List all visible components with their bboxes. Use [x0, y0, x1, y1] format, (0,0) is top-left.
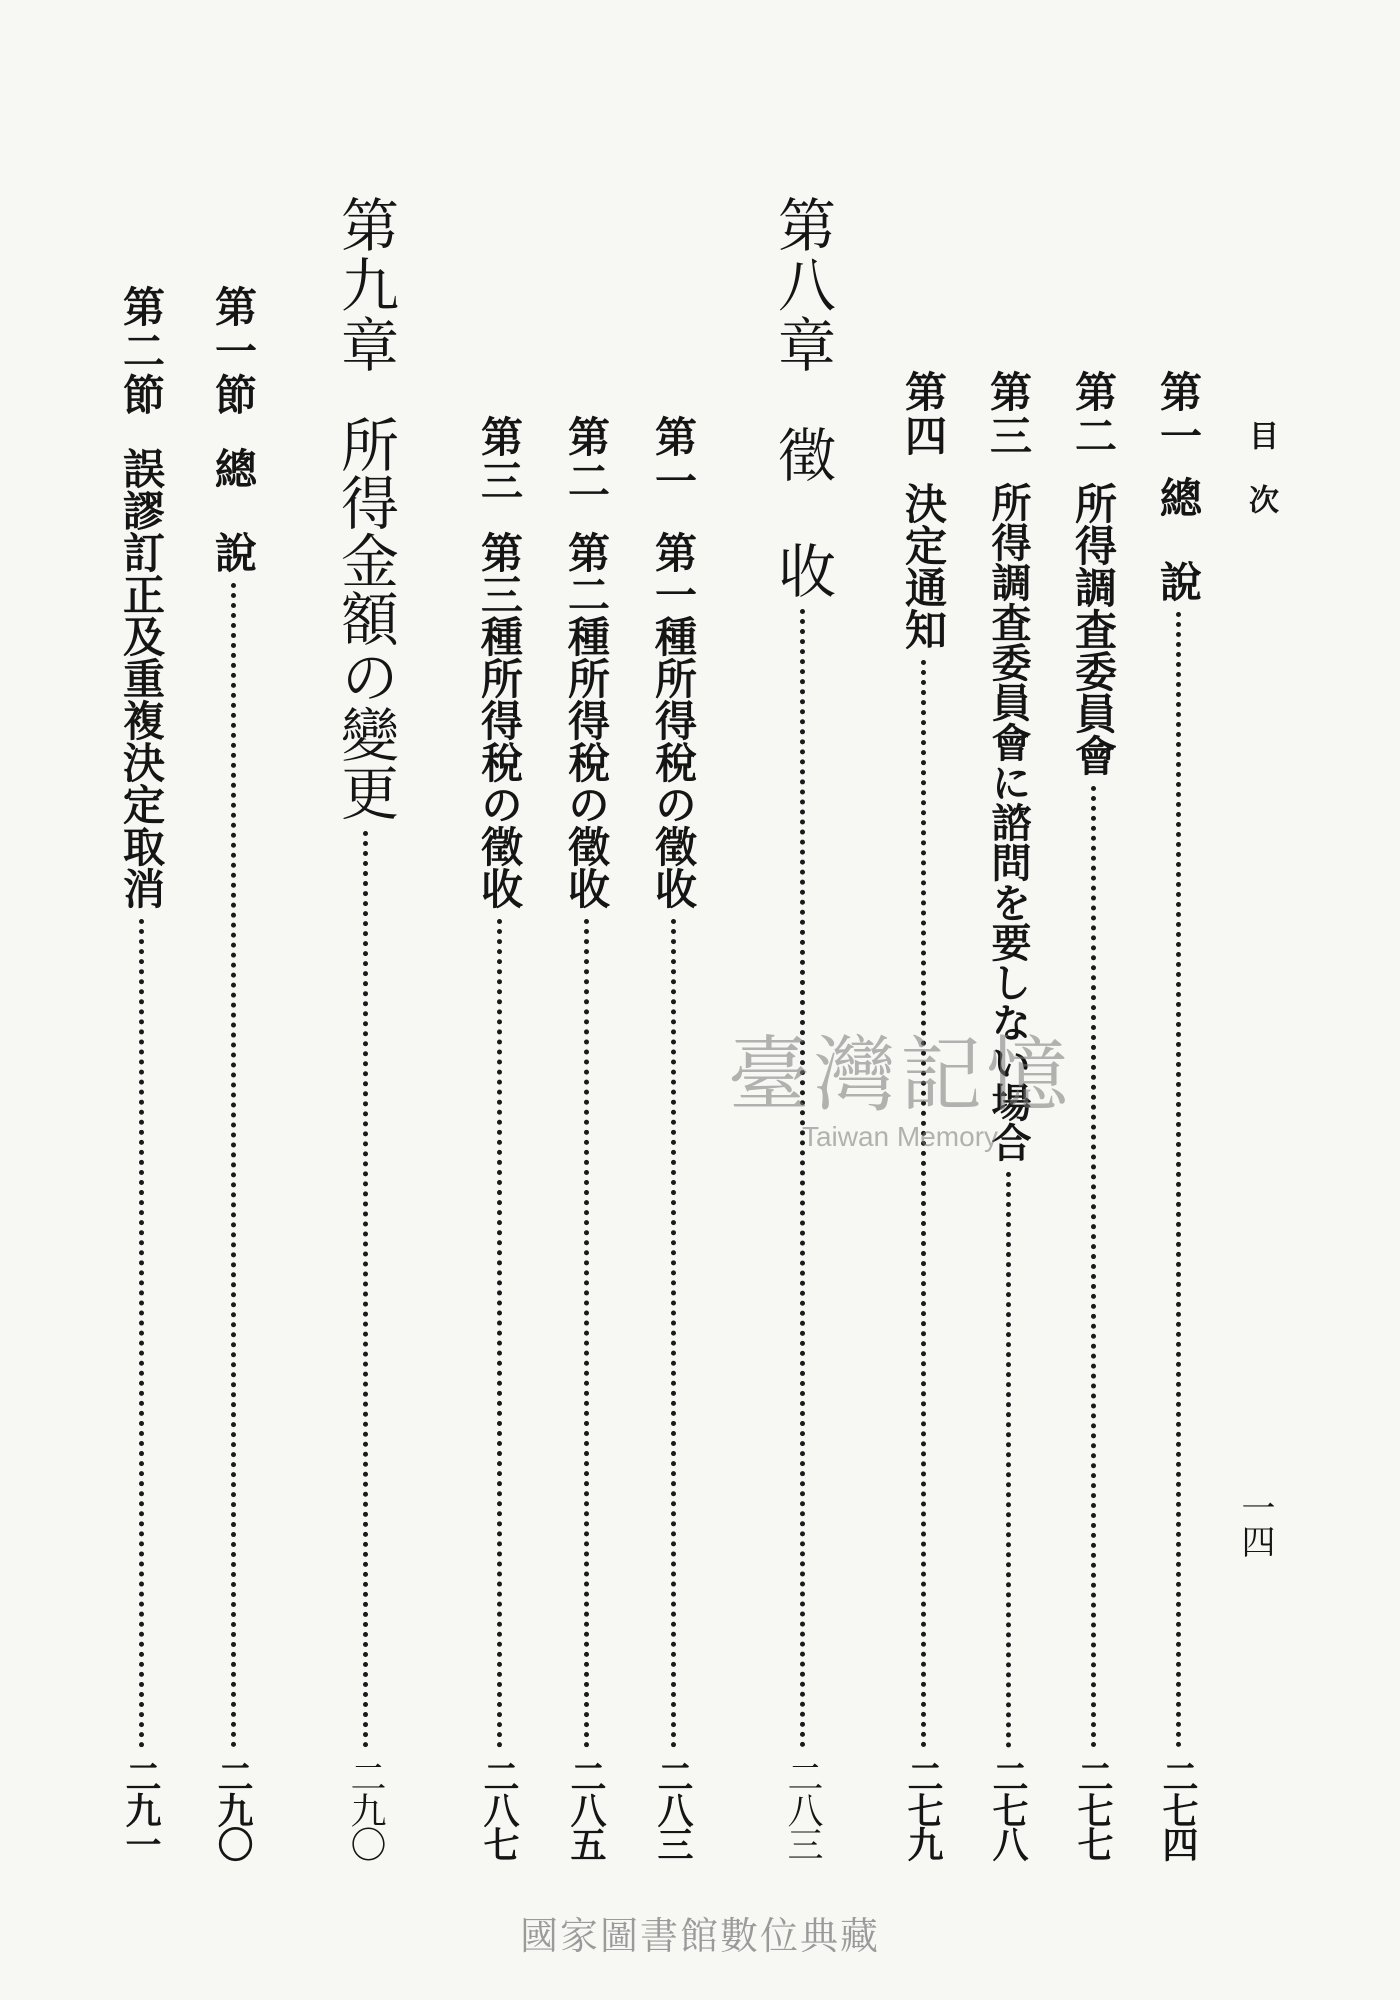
page-number: 一四 [1235, 1490, 1275, 1558]
toc-entry-title: 總 說 [1154, 476, 1203, 602]
toc-leader-dots [1091, 786, 1096, 1748]
toc-page-number: 二七四 [1157, 1758, 1199, 1860]
page-header-title: 目次 [1243, 420, 1278, 548]
toc-page-number: 二八七 [478, 1758, 520, 1860]
toc-entry-title: 所得調査委員會に諮問を要しない場合 [985, 482, 1032, 1162]
toc-section-number: 第一 [1154, 370, 1203, 458]
toc-leader-dots [921, 660, 926, 1748]
toc-entry-title: 決定通知 [899, 482, 948, 650]
toc-entry [200, 285, 266, 1860]
toc-chapter-title: 所得金額の變更 [331, 415, 399, 821]
watermark-chinese: 臺灣記憶 [727, 1028, 1072, 1123]
toc-leader-dots [139, 919, 144, 1748]
toc-section-number: 第一 [649, 415, 698, 503]
toc-entry [640, 415, 706, 1860]
toc-entry [108, 285, 174, 1860]
toc-page-number: 二九〇 [345, 1758, 386, 1860]
toc-entry [1060, 370, 1126, 1860]
toc-chapter [762, 195, 842, 1860]
toc-entry-title: 第一種所得稅の徵收 [649, 531, 698, 909]
toc-page-number: 二七八 [987, 1758, 1029, 1860]
toc-section-number: 第四 [899, 370, 948, 458]
toc-section-number: 第三 [984, 370, 1033, 458]
toc-leader-dots [1176, 612, 1181, 1748]
toc-leader-dots [363, 831, 368, 1748]
toc-entry-title: 所得調査委員會 [1069, 482, 1118, 776]
footer-collection-label: 國家圖書館數位典藏 [519, 1914, 880, 1958]
toc-page-number: 二九〇 [212, 1758, 254, 1860]
watermark-english: Taiwan Memory [801, 1121, 999, 1152]
toc-section-number: 第二 [562, 415, 611, 503]
toc-section-number: 第一節 [209, 285, 258, 417]
toc-page-number: 二九一 [120, 1758, 162, 1860]
toc-leader-dots [671, 919, 676, 1748]
toc-entry-title: 第三種所得稅の徵收 [475, 531, 524, 909]
toc-section-number: 第二 [1069, 370, 1118, 458]
toc-page-number: 二八三 [652, 1758, 694, 1860]
toc-entry [466, 415, 532, 1860]
toc-entry-title: 第二種所得稅の徵收 [562, 531, 611, 909]
toc-page-number: 二七九 [902, 1758, 944, 1860]
toc-chapter-title: 徵 收 [768, 425, 836, 599]
toc-leader-dots [584, 919, 589, 1748]
toc-leader-dots [497, 919, 502, 1748]
toc-section-number: 第二節 [117, 285, 166, 417]
toc-section-number: 第三 [475, 415, 524, 503]
toc-page-number: 二八五 [565, 1758, 607, 1860]
toc-entry [975, 370, 1041, 1860]
toc-entry-title: 總 說 [209, 447, 258, 573]
toc-entry [890, 370, 956, 1860]
toc-page-number: 二八三 [782, 1758, 823, 1860]
toc-leader-dots [1006, 1172, 1011, 1748]
toc-chapter-number: 第九章 [331, 195, 399, 375]
toc-page-number: 二七七 [1072, 1758, 1114, 1860]
toc-chapter-number: 第八章 [768, 195, 836, 375]
toc-chapter [325, 195, 405, 1860]
toc-leader-dots [231, 583, 236, 1748]
toc-entry-title: 誤謬訂正及重複決定取消 [117, 447, 166, 909]
toc-entry [553, 415, 619, 1860]
toc-entry [1145, 370, 1211, 1860]
toc-leader-dots [800, 609, 805, 1748]
